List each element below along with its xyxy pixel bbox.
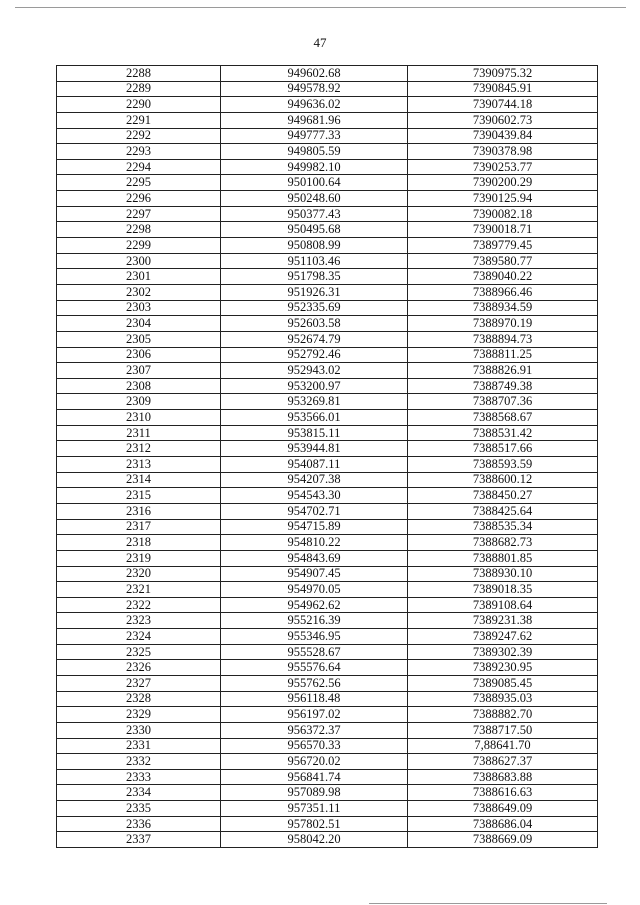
x-coordinate-cell: 956197.02: [221, 707, 408, 723]
top-rule: [15, 7, 626, 8]
table-row: [57, 582, 598, 598]
y-coordinate-cell: 7388568.67: [408, 410, 598, 426]
y-coordinate-cell: 7388682.73: [408, 535, 598, 551]
x-coordinate-cell: 957802.51: [221, 816, 408, 832]
x-coordinate-cell: 953815.11: [221, 425, 408, 441]
x-coordinate-cell: 957089.98: [221, 785, 408, 801]
table-row: [57, 472, 598, 488]
table-row: [57, 535, 598, 551]
x-coordinate-cell: 952943.02: [221, 363, 408, 379]
point-number-cell: 2290: [57, 97, 221, 113]
point-number-cell: 2291: [57, 112, 221, 128]
bottom-rule: [369, 903, 607, 904]
y-coordinate-cell: 7389085.45: [408, 675, 598, 691]
y-coordinate-cell: 7390253.77: [408, 159, 598, 175]
table-row: [57, 769, 598, 785]
x-coordinate-cell: 950495.68: [221, 222, 408, 238]
table-row: [57, 660, 598, 676]
table-row: [57, 316, 598, 332]
point-number-cell: 2324: [57, 629, 221, 645]
point-number-cell: 2330: [57, 722, 221, 738]
point-number-cell: 2329: [57, 707, 221, 723]
y-coordinate-cell: 7388707.36: [408, 394, 598, 410]
table-row: [57, 597, 598, 613]
point-number-cell: 2292: [57, 128, 221, 144]
y-coordinate-cell: 7388593.59: [408, 457, 598, 473]
point-number-cell: 2294: [57, 159, 221, 175]
table-row: [57, 629, 598, 645]
y-coordinate-cell: 7388683.88: [408, 769, 598, 785]
y-coordinate-cell: 7388930.10: [408, 566, 598, 582]
y-coordinate-cell: 7388801.85: [408, 550, 598, 566]
x-coordinate-cell: 953944.81: [221, 441, 408, 457]
x-coordinate-cell: 949602.68: [221, 66, 408, 82]
x-coordinate-cell: 954843.69: [221, 550, 408, 566]
point-number-cell: 2289: [57, 81, 221, 97]
point-number-cell: 2297: [57, 206, 221, 222]
point-number-cell: 2331: [57, 738, 221, 754]
table-row: [57, 707, 598, 723]
table-row: [57, 722, 598, 738]
table-row: [57, 144, 598, 160]
y-coordinate-cell: 7389247.62: [408, 629, 598, 645]
point-number-cell: 2328: [57, 691, 221, 707]
x-coordinate-cell: 955528.67: [221, 644, 408, 660]
point-number-cell: 2319: [57, 550, 221, 566]
y-coordinate-cell: 7389231.38: [408, 613, 598, 629]
x-coordinate-cell: 950248.60: [221, 191, 408, 207]
x-coordinate-cell: 951926.31: [221, 284, 408, 300]
y-coordinate-cell: 7388616.63: [408, 785, 598, 801]
y-coordinate-cell: 7390439.84: [408, 128, 598, 144]
table-row: [57, 457, 598, 473]
point-number-cell: 2317: [57, 519, 221, 535]
y-coordinate-cell: 7389018.35: [408, 582, 598, 598]
x-coordinate-cell: 954810.22: [221, 535, 408, 551]
x-coordinate-cell: 956841.74: [221, 769, 408, 785]
table-row: [57, 691, 598, 707]
x-coordinate-cell: 949681.96: [221, 112, 408, 128]
y-coordinate-cell: 7,88641.70: [408, 738, 598, 754]
y-coordinate-cell: 7390125.94: [408, 191, 598, 207]
y-coordinate-cell: 7389580.77: [408, 253, 598, 269]
table-row: [57, 675, 598, 691]
y-coordinate-cell: 7388627.37: [408, 754, 598, 770]
y-coordinate-cell: 7389040.22: [408, 269, 598, 285]
table-row: [57, 503, 598, 519]
x-coordinate-cell: 952603.58: [221, 316, 408, 332]
table-row: [57, 550, 598, 566]
page-number: 47: [313, 35, 327, 50]
y-coordinate-cell: 7388669.09: [408, 832, 598, 848]
table-row: [57, 566, 598, 582]
point-number-cell: 2313: [57, 457, 221, 473]
y-coordinate-cell: 7388826.91: [408, 363, 598, 379]
x-coordinate-cell: 949777.33: [221, 128, 408, 144]
y-coordinate-cell: 7388970.19: [408, 316, 598, 332]
point-number-cell: 2334: [57, 785, 221, 801]
table-row: [57, 159, 598, 175]
coordinates-table: [56, 65, 598, 848]
x-coordinate-cell: 953566.01: [221, 410, 408, 426]
table-row: [57, 206, 598, 222]
point-number-cell: 2320: [57, 566, 221, 582]
point-number-cell: 2293: [57, 144, 221, 160]
y-coordinate-cell: 7390845.91: [408, 81, 598, 97]
point-number-cell: 2309: [57, 394, 221, 410]
x-coordinate-cell: 949578.92: [221, 81, 408, 97]
x-coordinate-cell: 955216.39: [221, 613, 408, 629]
point-number-cell: 2311: [57, 425, 221, 441]
x-coordinate-cell: 955762.56: [221, 675, 408, 691]
point-number-cell: 2301: [57, 269, 221, 285]
y-coordinate-cell: 7389108.64: [408, 597, 598, 613]
table-row: [57, 378, 598, 394]
table-row: [57, 410, 598, 426]
x-coordinate-cell: 951798.35: [221, 269, 408, 285]
y-coordinate-cell: 7388450.27: [408, 488, 598, 504]
point-number-cell: 2288: [57, 66, 221, 82]
x-coordinate-cell: 949805.59: [221, 144, 408, 160]
table-row: [57, 785, 598, 801]
y-coordinate-cell: 7388600.12: [408, 472, 598, 488]
y-coordinate-cell: 7388535.34: [408, 519, 598, 535]
point-number-cell: 2314: [57, 472, 221, 488]
table-row: [57, 394, 598, 410]
x-coordinate-cell: 954907.45: [221, 566, 408, 582]
table-row: [57, 300, 598, 316]
point-number-cell: 2318: [57, 535, 221, 551]
y-coordinate-cell: 7388531.42: [408, 425, 598, 441]
x-coordinate-cell: 956372.37: [221, 722, 408, 738]
table-row: [57, 81, 598, 97]
point-number-cell: 2336: [57, 816, 221, 832]
x-coordinate-cell: 954970.05: [221, 582, 408, 598]
table-row: [57, 112, 598, 128]
y-coordinate-cell: 7389779.45: [408, 238, 598, 254]
y-coordinate-cell: 7390082.18: [408, 206, 598, 222]
table-row: [57, 269, 598, 285]
y-coordinate-cell: 7389302.39: [408, 644, 598, 660]
point-number-cell: 2337: [57, 832, 221, 848]
table-row: [57, 97, 598, 113]
table-row: [57, 644, 598, 660]
y-coordinate-cell: 7388717.50: [408, 722, 598, 738]
table-row: [57, 754, 598, 770]
y-coordinate-cell: 7390378.98: [408, 144, 598, 160]
point-number-cell: 2298: [57, 222, 221, 238]
point-number-cell: 2299: [57, 238, 221, 254]
point-number-cell: 2322: [57, 597, 221, 613]
point-number-cell: 2327: [57, 675, 221, 691]
x-coordinate-cell: 949982.10: [221, 159, 408, 175]
table-row: [57, 519, 598, 535]
x-coordinate-cell: 956720.02: [221, 754, 408, 770]
x-coordinate-cell: 952335.69: [221, 300, 408, 316]
x-coordinate-cell: 955576.64: [221, 660, 408, 676]
table-row: [57, 238, 598, 254]
x-coordinate-cell: 954962.62: [221, 597, 408, 613]
y-coordinate-cell: 7390602.73: [408, 112, 598, 128]
x-coordinate-cell: 950100.64: [221, 175, 408, 191]
x-coordinate-cell: 953269.81: [221, 394, 408, 410]
x-coordinate-cell: 954715.89: [221, 519, 408, 535]
y-coordinate-cell: 7388749.38: [408, 378, 598, 394]
table-row: [57, 128, 598, 144]
table-row: [57, 613, 598, 629]
point-number-cell: 2295: [57, 175, 221, 191]
x-coordinate-cell: 950808.99: [221, 238, 408, 254]
y-coordinate-cell: 7388934.59: [408, 300, 598, 316]
coordinates-table-body: [57, 66, 598, 848]
point-number-cell: 2312: [57, 441, 221, 457]
y-coordinate-cell: 7390975.32: [408, 66, 598, 82]
x-coordinate-cell: 957351.11: [221, 801, 408, 817]
point-number-cell: 2308: [57, 378, 221, 394]
point-number-cell: 2333: [57, 769, 221, 785]
y-coordinate-cell: 7390018.71: [408, 222, 598, 238]
table-row: [57, 253, 598, 269]
x-coordinate-cell: 955346.95: [221, 629, 408, 645]
y-coordinate-cell: 7390200.29: [408, 175, 598, 191]
table-row: [57, 425, 598, 441]
y-coordinate-cell: 7388425.64: [408, 503, 598, 519]
x-coordinate-cell: 951103.46: [221, 253, 408, 269]
x-coordinate-cell: 949636.02: [221, 97, 408, 113]
table-row: [57, 363, 598, 379]
table-row: [57, 191, 598, 207]
point-number-cell: 2307: [57, 363, 221, 379]
y-coordinate-cell: 7388882.70: [408, 707, 598, 723]
y-coordinate-cell: 7388517.66: [408, 441, 598, 457]
x-coordinate-cell: 956570.33: [221, 738, 408, 754]
x-coordinate-cell: 958042.20: [221, 832, 408, 848]
x-coordinate-cell: 953200.97: [221, 378, 408, 394]
table-row: [57, 801, 598, 817]
point-number-cell: 2316: [57, 503, 221, 519]
table-row: [57, 66, 598, 82]
table-row: [57, 832, 598, 848]
x-coordinate-cell: 954207.38: [221, 472, 408, 488]
table-row: [57, 222, 598, 238]
point-number-cell: 2335: [57, 801, 221, 817]
table-row: [57, 738, 598, 754]
point-number-cell: 2306: [57, 347, 221, 363]
table-row: [57, 331, 598, 347]
point-number-cell: 2296: [57, 191, 221, 207]
y-coordinate-cell: 7388894.73: [408, 331, 598, 347]
point-number-cell: 2310: [57, 410, 221, 426]
point-number-cell: 2323: [57, 613, 221, 629]
y-coordinate-cell: 7388935.03: [408, 691, 598, 707]
table-row: [57, 347, 598, 363]
y-coordinate-cell: 7388649.09: [408, 801, 598, 817]
x-coordinate-cell: 950377.43: [221, 206, 408, 222]
x-coordinate-cell: 952674.79: [221, 331, 408, 347]
table-row: [57, 175, 598, 191]
point-number-cell: 2303: [57, 300, 221, 316]
table-row: [57, 284, 598, 300]
table-row: [57, 816, 598, 832]
point-number-cell: 2315: [57, 488, 221, 504]
point-number-cell: 2332: [57, 754, 221, 770]
y-coordinate-cell: 7388686.04: [408, 816, 598, 832]
x-coordinate-cell: 952792.46: [221, 347, 408, 363]
table-row: [57, 441, 598, 457]
y-coordinate-cell: 7389230.95: [408, 660, 598, 676]
x-coordinate-cell: 956118.48: [221, 691, 408, 707]
point-number-cell: 2326: [57, 660, 221, 676]
point-number-cell: 2321: [57, 582, 221, 598]
point-number-cell: 2305: [57, 331, 221, 347]
x-coordinate-cell: 954702.71: [221, 503, 408, 519]
point-number-cell: 2304: [57, 316, 221, 332]
x-coordinate-cell: 954087.11: [221, 457, 408, 473]
table-row: [57, 488, 598, 504]
y-coordinate-cell: 7388811.25: [408, 347, 598, 363]
point-number-cell: 2325: [57, 644, 221, 660]
x-coordinate-cell: 954543.30: [221, 488, 408, 504]
y-coordinate-cell: 7390744.18: [408, 97, 598, 113]
y-coordinate-cell: 7388966.46: [408, 284, 598, 300]
point-number-cell: 2302: [57, 284, 221, 300]
point-number-cell: 2300: [57, 253, 221, 269]
